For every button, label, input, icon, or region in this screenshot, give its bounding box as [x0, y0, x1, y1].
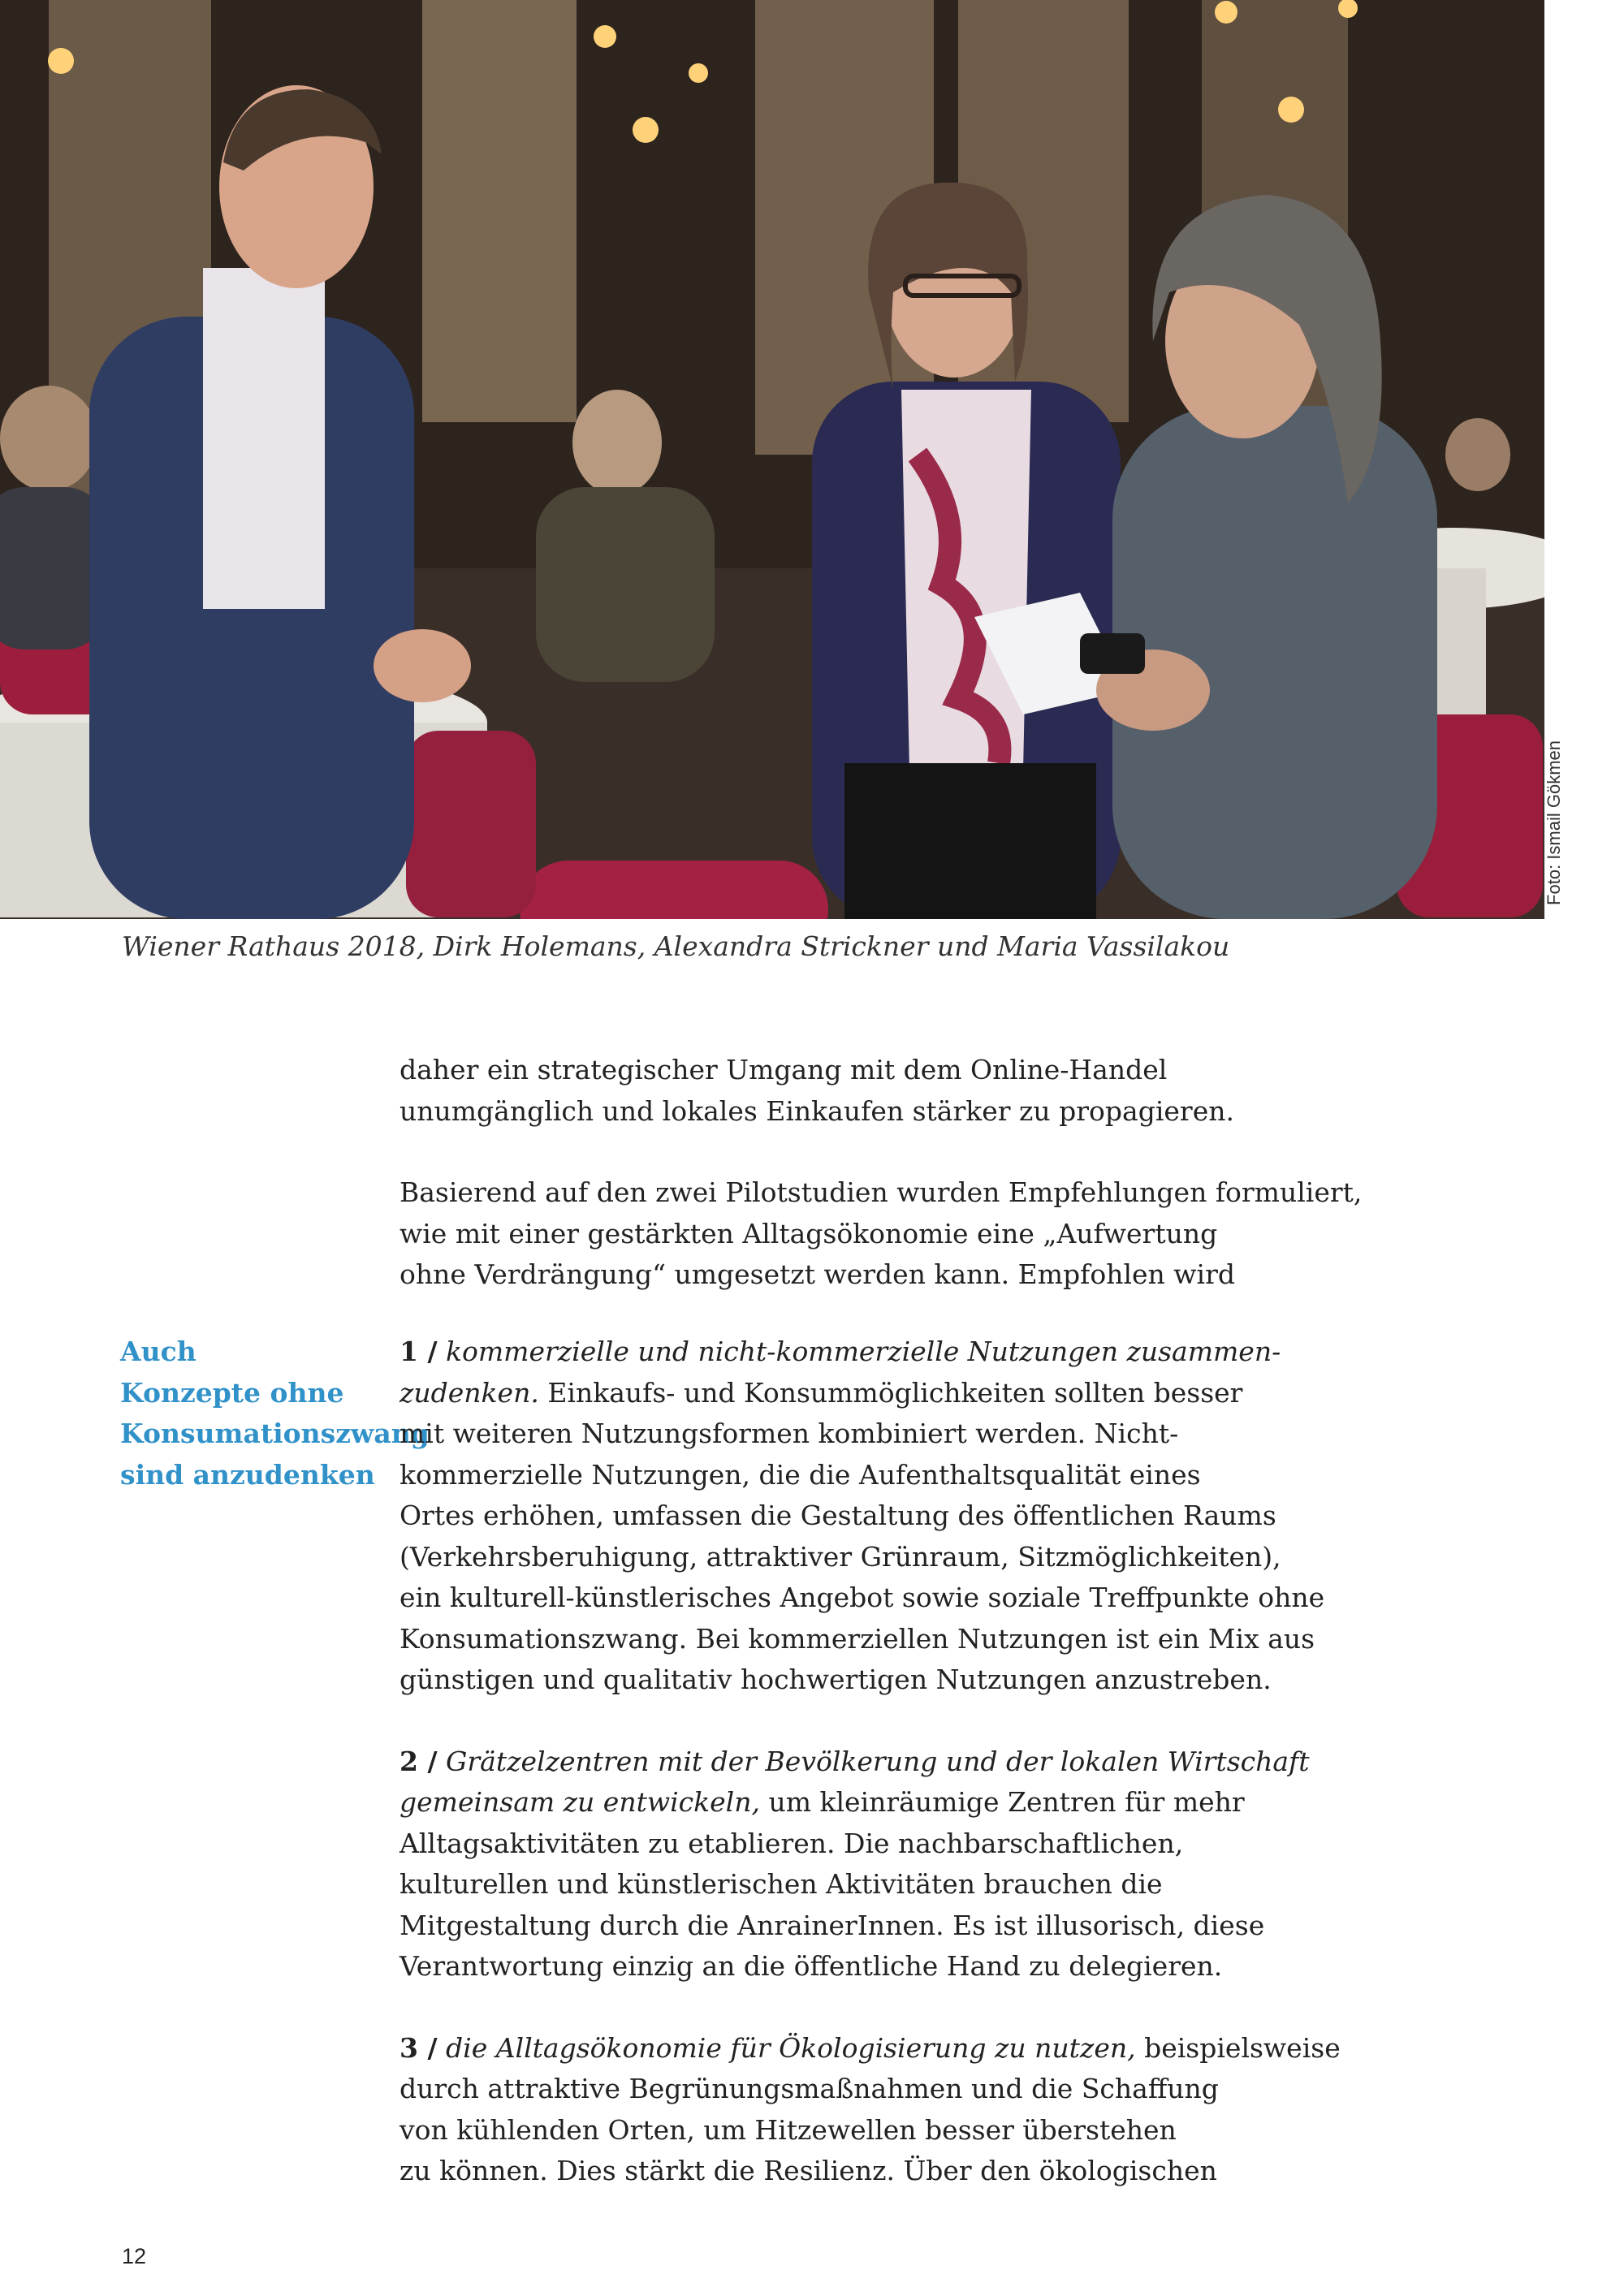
item-heading: gemeinsam zu entwickeln, [400, 1786, 760, 1818]
text-line: daher ein strategischer Umgang mit dem Online-Handel [400, 1054, 1168, 1085]
sidenote-line: Konzepte ohne [120, 1376, 344, 1409]
text-line: wie mit einer gestärkten Alltagsökonomie eine „Aufwertung [400, 1217, 1218, 1249]
text-line: von kühlenden Orten, um Hitzewellen besser überstehen [400, 2113, 1177, 2146]
text-line [400, 1782, 1309, 1823]
text-line [400, 1331, 1309, 1373]
item-number: 3 / [400, 2031, 438, 2064]
recommendations-list [400, 1331, 1341, 2233]
event-photo [0, 0, 1544, 919]
paragraph-2 [400, 1172, 1363, 1296]
text-line: ein kulturell-künstlerisches Angebot sowie soziale Treffpunkte ohne [400, 1582, 1325, 1613]
item-heading: zudenken. [400, 1376, 539, 1409]
text-line: kulturellen und künstlerischen Aktivitäten brauchen die [400, 1868, 1163, 1900]
paragraph-1 [400, 1050, 1309, 1132]
text-line: ohne Verdrängung“ umgesetzt werden kann. Empfohlen wird [400, 1258, 1235, 1290]
photo-caption: Wiener Rathaus 2018, Dirk Holemans, Alexandra Strickner und Maria Vassilakou [122, 930, 1230, 962]
item-heading: kommerzielle und nicht-kommerzielle Nutzungen zusammen- [446, 1336, 1281, 1367]
sidenote-highlight [120, 1331, 430, 1495]
text-line: Verantwortung einzig an die öffentliche Hand zu delegieren. [400, 1950, 1223, 1982]
intro-paragraphs [400, 1050, 1363, 1336]
recommendation-2 [400, 1741, 1309, 1987]
recommendation-3 [400, 2028, 1341, 2192]
text-line: Mitgestaltung durch die AnrainerInnen. Es ist illusorisch, diese [400, 1909, 1265, 1941]
text-line [400, 1741, 1309, 1783]
text-line: unumgänglich und lokales Einkaufen stärker zu propagieren. [400, 1094, 1234, 1127]
text-line: zu können. Dies stärkt die Resilienz. Über den ökologischen [400, 2155, 1217, 2186]
item-heading: Grätzelzentren mit der Bevölkerung und der lokalen Wirtschaft [446, 1745, 1310, 1777]
text-line: Basierend auf den zwei Pilotstudien wurden Empfehlungen formuliert, [400, 1176, 1363, 1208]
text-line: kommerzielle Nutzungen, die die Aufenthaltsqualität eines [400, 1458, 1201, 1491]
text-line: Konsumationszwang. Bei kommerziellen Nutzungen ist ein Mix aus [400, 1622, 1315, 1655]
text-line: Ortes erhöhen, umfassen die Gestaltung des öffentlichen Raums [400, 1500, 1276, 1531]
text-line: durch attraktive Begrünungsmaßnahmen und die Schaffung [400, 2073, 1219, 2104]
photo-credit: Foto: Ismail Gökmen [1544, 740, 1564, 905]
text-line: Alltagsaktivitäten zu etablieren. Die nachbarschaftlichen, [400, 1827, 1184, 1859]
item-number: 2 / [400, 1745, 438, 1777]
recommendation-1 [400, 1331, 1325, 1701]
text-line [400, 2028, 1341, 2069]
event-photo-illustration [0, 0, 1544, 919]
sidenote-line: Konsumationszwang [120, 1418, 430, 1449]
page-number: 12 [122, 2244, 147, 2268]
item-text: Einkaufs- und Konsummöglichkeiten sollten besser [547, 1376, 1243, 1409]
item-text: um kleinräumige Zentren für mehr [768, 1786, 1245, 1818]
sidenote-line: Auch [120, 1336, 197, 1367]
text-line: mit weiteren Nutzungsformen kombiniert werden. Nicht- [400, 1418, 1179, 1449]
text-line: (Verkehrsberuhigung, attraktiver Grünraum, Sitzmöglichkeiten), [400, 1540, 1281, 1573]
item-text: beispielsweise [1144, 2031, 1341, 2064]
sidenote-line: sind anzudenken [120, 1458, 375, 1491]
item-heading: die Alltagsökonomie für Ökologisierung zu nutzen, [446, 2031, 1136, 2064]
item-number: 1 / [400, 1336, 438, 1367]
text-line: günstigen und qualitativ hochwertigen Nutzungen anzustreben. [400, 1664, 1272, 1695]
text-line [400, 1373, 1309, 1414]
